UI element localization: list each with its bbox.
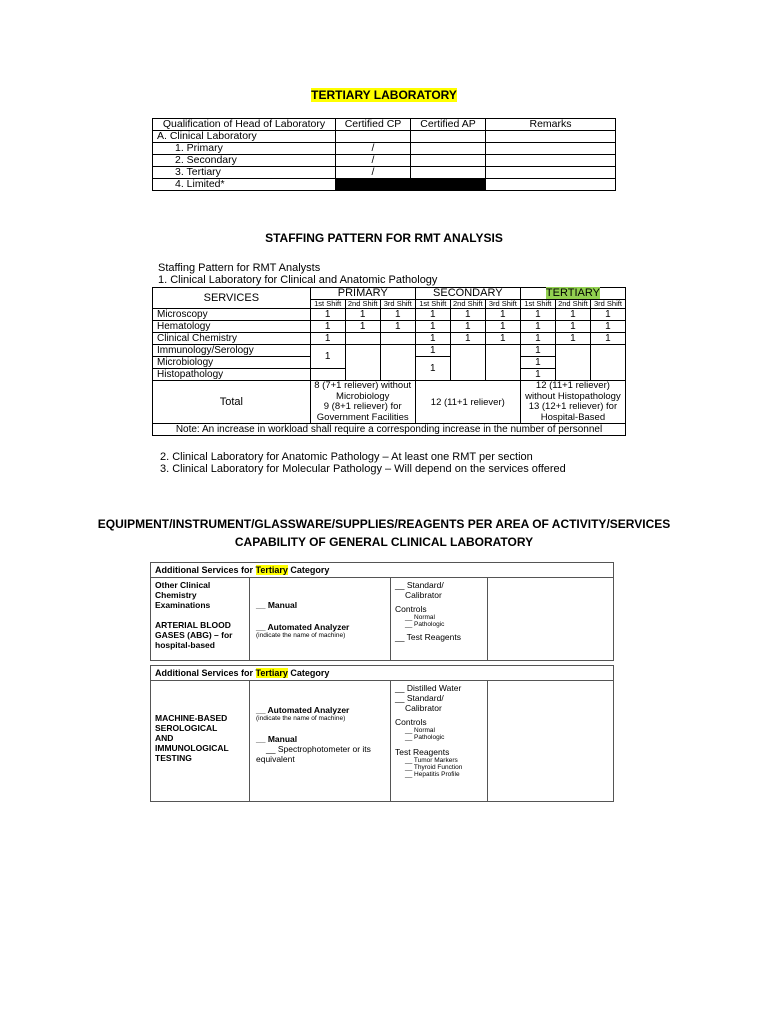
service-cell bbox=[151, 578, 250, 661]
cell: 1 bbox=[485, 321, 520, 333]
cell bbox=[411, 143, 486, 155]
cell bbox=[486, 143, 616, 155]
cell: 1 bbox=[450, 333, 485, 345]
cell: 1 bbox=[485, 333, 520, 345]
total-line: Microbiology bbox=[336, 390, 390, 402]
cell: 1 bbox=[555, 333, 590, 345]
cell bbox=[336, 131, 411, 143]
equipment-title-line-1: EQUIPMENT/INSTRUMENT/GLASSWARE/SUPPLIES/REAGENTS PER AREA OF ACTIVITY/SERVICES bbox=[97, 517, 671, 531]
service-label: Microscopy bbox=[153, 309, 311, 321]
cell bbox=[485, 345, 520, 381]
qualification-table bbox=[152, 118, 616, 191]
header-highlight: Tertiary bbox=[255, 565, 288, 575]
cell: 1 bbox=[520, 309, 555, 321]
staffing-item-2: 2. Clinical Laboratory for Anatomic Pathology – At least one RMT per section bbox=[160, 451, 533, 463]
total-line: 9 (8+1 reliever) for bbox=[323, 401, 402, 412]
line: __ Tumor Markers bbox=[405, 757, 458, 764]
cell bbox=[486, 155, 616, 167]
shift-header: 3rd Shift bbox=[590, 300, 625, 309]
cell: 1 bbox=[450, 321, 485, 333]
equipment-cell bbox=[250, 578, 391, 661]
header-text: Additional Services for bbox=[155, 668, 256, 678]
cell: 1 bbox=[415, 309, 450, 321]
cell bbox=[486, 131, 616, 143]
line: __ Automated Analyzer bbox=[256, 622, 350, 632]
cell bbox=[345, 345, 380, 381]
line: SEROLOGICAL bbox=[155, 723, 218, 733]
table-row bbox=[153, 321, 626, 333]
cell: 1 bbox=[345, 321, 380, 333]
line: Controls bbox=[395, 604, 427, 614]
equipment-table-abg bbox=[150, 562, 614, 661]
line: (indicate the name of machine) bbox=[256, 715, 346, 722]
line: __ Normal bbox=[405, 614, 435, 621]
cell bbox=[450, 345, 485, 381]
line: __ Standard/ bbox=[395, 580, 444, 590]
col-header: Remarks bbox=[486, 119, 616, 131]
cell bbox=[590, 345, 625, 381]
table-row bbox=[153, 167, 616, 179]
cell bbox=[555, 345, 590, 381]
cell bbox=[380, 333, 415, 345]
line: __ Distilled Water bbox=[395, 683, 462, 693]
cell: 1 bbox=[520, 321, 555, 333]
supplies-cell bbox=[391, 578, 488, 661]
line: __ Pathologic bbox=[405, 734, 445, 741]
staffing-note: Note: An increase in workload shall require a corresponding increase in the number of personnel bbox=[153, 424, 626, 436]
cell: 1 bbox=[590, 309, 625, 321]
cell: / bbox=[336, 155, 411, 167]
service-label: Hematology bbox=[153, 321, 311, 333]
table-row bbox=[153, 143, 616, 155]
header-text: Category bbox=[287, 565, 330, 575]
staffing-heading: Staffing Pattern for RMT Analysts bbox=[158, 262, 321, 274]
equipment-cell bbox=[250, 681, 391, 802]
service-label: Immunology/Serology bbox=[153, 345, 311, 357]
line: Examinations bbox=[155, 600, 211, 610]
table-header bbox=[151, 563, 614, 578]
line: (indicate the name of machine) bbox=[256, 632, 346, 639]
cell: 1 bbox=[380, 309, 415, 321]
shift-header: 2nd Shift bbox=[450, 300, 485, 309]
line: hospital-based bbox=[155, 640, 215, 650]
equipment-title-line-2: CAPABILITY OF GENERAL CLINICAL LABORATORY bbox=[234, 535, 534, 549]
service-cell bbox=[151, 681, 250, 802]
line: Other Clinical bbox=[155, 580, 211, 590]
table-row bbox=[153, 179, 616, 191]
table-header bbox=[151, 666, 614, 681]
cell: 1 bbox=[310, 309, 345, 321]
line: __ Hepatitis Profile bbox=[405, 771, 460, 778]
cell bbox=[486, 167, 616, 179]
cell: 1 bbox=[520, 345, 555, 357]
total-label: Total bbox=[153, 381, 311, 424]
line: __ Pathologic bbox=[405, 621, 445, 628]
line: AND bbox=[155, 733, 174, 743]
supplies-cell bbox=[391, 681, 488, 802]
cell bbox=[345, 333, 380, 345]
col-header: Certified CP bbox=[336, 119, 411, 131]
shift-header: 3rd Shift bbox=[380, 300, 415, 309]
line: ARTERIAL BLOOD bbox=[155, 620, 231, 630]
line: __ Manual bbox=[256, 600, 298, 610]
line: IMMUNOLOGICAL bbox=[155, 743, 229, 753]
table-header-row bbox=[151, 666, 614, 681]
cell bbox=[411, 155, 486, 167]
line: __ Test Reagents bbox=[395, 632, 461, 642]
cell: 1 bbox=[520, 333, 555, 345]
cell: 1 bbox=[415, 321, 450, 333]
row-label: 2. Secondary bbox=[153, 155, 336, 167]
total-line: 12 (11+1 reliever) bbox=[535, 380, 610, 391]
header-highlight: Tertiary bbox=[255, 668, 288, 678]
group-tertiary bbox=[520, 288, 625, 300]
cell: 1 bbox=[450, 309, 485, 321]
col-header: Certified AP bbox=[411, 119, 486, 131]
total-line: without Histopathology bbox=[525, 390, 621, 402]
cell: 1 bbox=[415, 345, 450, 357]
total-row bbox=[153, 381, 626, 424]
group-primary: PRIMARY bbox=[310, 288, 415, 300]
row-label: 1. Primary bbox=[153, 143, 336, 155]
staffing-subheading: 1. Clinical Laboratory for Clinical and Anatomic Pathology bbox=[158, 274, 438, 286]
cell: 1 bbox=[520, 357, 555, 369]
total-tertiary bbox=[520, 381, 625, 424]
total-secondary: 12 (11+1 reliever) bbox=[415, 381, 520, 424]
line: Test Reagents bbox=[395, 747, 450, 757]
cell: 1 bbox=[310, 345, 345, 369]
cell: 1 bbox=[520, 369, 555, 381]
line: TESTING bbox=[155, 753, 192, 763]
table-row bbox=[151, 578, 614, 661]
cell: 1 bbox=[555, 309, 590, 321]
total-line: 13 (12+1 reliever) for bbox=[528, 401, 618, 412]
line: Calibrator bbox=[405, 703, 442, 713]
cell: 1 bbox=[590, 321, 625, 333]
shift-header: 1st Shift bbox=[415, 300, 450, 309]
group-header-row bbox=[153, 288, 626, 300]
remarks-cell bbox=[488, 578, 614, 661]
shift-header: 2nd Shift bbox=[345, 300, 380, 309]
tertiary-laboratory-title bbox=[0, 88, 768, 102]
cell: / bbox=[336, 143, 411, 155]
staffing-title: STAFFING PATTERN FOR RMT ANALYSIS bbox=[265, 231, 503, 245]
line: __ Standard/ bbox=[395, 693, 444, 703]
cell: 1 bbox=[310, 333, 345, 345]
line: __ Thyroid Function bbox=[405, 764, 463, 771]
staffing-table bbox=[152, 287, 626, 436]
line: Calibrator bbox=[405, 590, 442, 600]
table-row bbox=[153, 155, 616, 167]
service-label: Clinical Chemistry bbox=[153, 333, 311, 345]
line: GASES (ABG) – for bbox=[155, 630, 233, 640]
cell: 1 bbox=[415, 333, 450, 345]
row-label: A. Clinical Laboratory bbox=[153, 131, 336, 143]
header-text: Additional Services for bbox=[155, 565, 256, 575]
table-row bbox=[153, 131, 616, 143]
line: __ Manual bbox=[256, 734, 298, 744]
cell: 1 bbox=[380, 321, 415, 333]
cell: 1 bbox=[415, 357, 450, 381]
line: Chemistry bbox=[155, 590, 197, 600]
services-header: SERVICES bbox=[153, 288, 311, 309]
header-text: Category bbox=[287, 668, 330, 678]
table-header-row bbox=[153, 119, 616, 131]
col-header: Qualification of Head of Laboratory bbox=[153, 119, 336, 131]
cell bbox=[486, 179, 616, 191]
cell bbox=[411, 131, 486, 143]
service-label: Microbiology bbox=[153, 357, 311, 369]
line: MACHINE-BASED bbox=[155, 713, 228, 723]
line: Controls bbox=[395, 717, 427, 727]
table-row bbox=[153, 345, 626, 357]
line: __ Normal bbox=[405, 727, 435, 734]
line: __ Automated Analyzer bbox=[256, 705, 350, 715]
shift-header: 3rd Shift bbox=[485, 300, 520, 309]
table-row bbox=[153, 333, 626, 345]
table-row bbox=[153, 309, 626, 321]
tertiary-label: TERTIARY bbox=[545, 287, 600, 299]
line: __ Spectrophotometer or its bbox=[266, 744, 371, 754]
blacked-cell bbox=[336, 179, 486, 191]
remarks-cell bbox=[488, 681, 614, 802]
equipment-table-serology bbox=[150, 665, 614, 802]
cell: / bbox=[336, 167, 411, 179]
row-label: 4. Limited* bbox=[153, 179, 336, 191]
table-row bbox=[151, 681, 614, 802]
total-line: Government Facilities bbox=[316, 411, 409, 423]
cell: 1 bbox=[555, 321, 590, 333]
cell: 1 bbox=[310, 321, 345, 333]
group-secondary: SECONDARY bbox=[415, 288, 520, 300]
cell bbox=[380, 345, 415, 381]
shift-header: 2nd Shift bbox=[555, 300, 590, 309]
row-label: 3. Tertiary bbox=[153, 167, 336, 179]
title-text: TERTIARY LABORATORY bbox=[311, 88, 457, 102]
note-row bbox=[153, 424, 626, 436]
total-primary bbox=[310, 381, 415, 424]
shift-header: 1st Shift bbox=[520, 300, 555, 309]
table-header-row bbox=[151, 563, 614, 578]
cell: 1 bbox=[590, 333, 625, 345]
cell bbox=[310, 369, 345, 381]
shift-header: 1st Shift bbox=[310, 300, 345, 309]
staffing-item-3: 3. Clinical Laboratory for Molecular Pathology – Will depend on the services offered bbox=[160, 463, 566, 475]
cell: 1 bbox=[345, 309, 380, 321]
cell: 1 bbox=[485, 309, 520, 321]
service-label: Histopathology bbox=[153, 369, 311, 381]
total-line: Hospital-Based bbox=[540, 411, 606, 423]
line: equivalent bbox=[256, 754, 295, 764]
cell bbox=[411, 167, 486, 179]
total-line: 8 (7+1 reliever) without bbox=[314, 380, 412, 391]
